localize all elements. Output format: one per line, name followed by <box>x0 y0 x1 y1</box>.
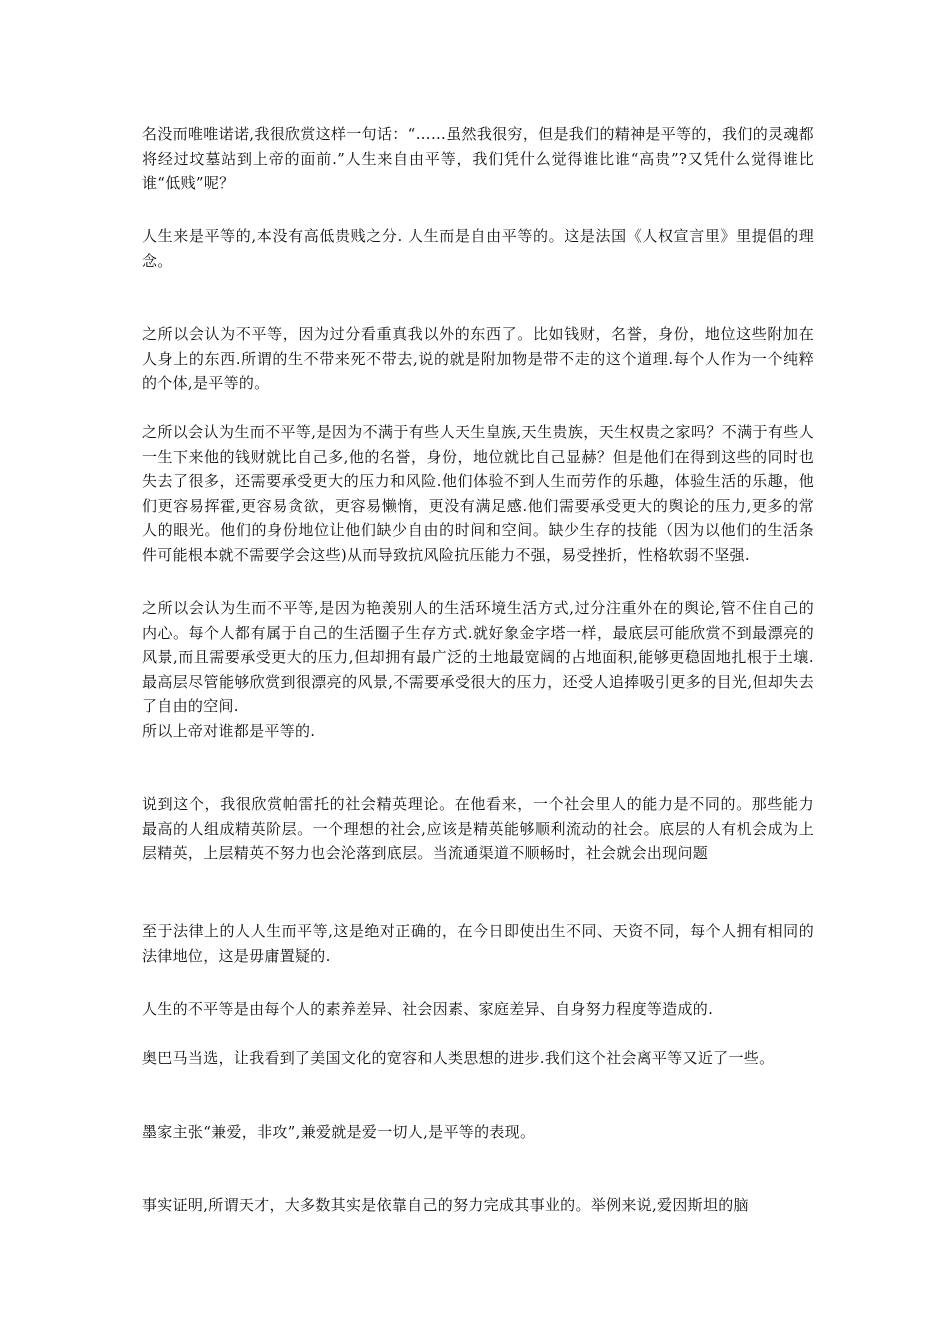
paragraph-3: 之所以会认为不平等，因为过分看重真我以外的东西了。比如钱财，名誉，身份，地位这些附加在人身上的东西.所谓的生不带来死不带去,说的就是附加物是带不走的这个道理.每个人作为一个纯粹的个体,是平等的。 <box>142 325 814 392</box>
paragraph-5: 之所以会认为生而不平等,是因为艳羡别人的生活环境生活方式,过分注重外在的舆论,管不住自己的内心。每个人都有属于自己的生活圈子生存方式.就好象金字塔一样，最底层可能欣赏不到最漂亮的风景,而且需要承受更大的压力,但却拥有最广泛的土地最宽阔的占地面积,能够更稳固地扎根于土壤.最高层尽管能够欣赏到很漂亮的风景,不需要承受很大的压力，还受人追捧吸引更多的目光,但却失去了自由的空间. <box>142 599 814 715</box>
paragraph-1: 名没而唯唯诺诺,我很欣赏这样一句话：“……虽然我很穷，但是我们的精神是平等的，我们的灵魂都将经过坟墓站到上帝的面前.”人生来自由平等，我们凭什么觉得谁比谁“高贵”?又凭什么觉得谁比谁“低贱”呢？ <box>142 125 814 192</box>
paragraph-10: 奥巴马当选，让我看到了美国文化的宽容和人类思想的进步.我们这个社会离平等又近了一些。 <box>142 1049 775 1067</box>
paragraph-12: 事实证明,所谓天才，大多数其实是依靠自己的努力完成其事业的。举例来说,爱因斯坦的脑 <box>142 1196 749 1214</box>
paragraph-2: 人生来是平等的,本没有高低贵贱之分. 人生而是自由平等的。这是法国《人权宣言里》里提倡的理念。 <box>142 227 814 270</box>
document-page <box>142 0 814 1344</box>
paragraph-6: 所以上帝对谁都是平等的. <box>142 722 316 740</box>
paragraph-4: 之所以会认为生而不平等,是因为不满于有些人天生皇族,天生贵族，天生权贵之家吗？不满于有些人一生下来他的钱财就比自己多,他的名誉，身份，地位就比自己显赫？但是他们在得到这些的同时也失去了很多，还需要承受更大的压力和风险.他们体验不到人生而劳作的乐趣，体验生活的乐趣，他们更容易挥霍,更容易贪欲，更容易懒惰，更没有满足感.他们需要承受更大的舆论的压力,更多的常人的眼光。他们的身份地位让他们缺少自由的时间和空间。缺少生存的技能（因为以他们的生活条件可能根本就不需要学会这些)从而导致抗风险抗压能力不强，易受挫折，性格软弱不坚强. <box>142 423 814 564</box>
paragraph-8: 至于法律上的人人生而平等,这是绝对正确的，在今日即使出生不同、天资不同，每个人拥有相同的法律地位，这是毋庸置疑的. <box>142 922 814 965</box>
paragraph-7: 说到这个，我很欣赏帕雷托的社会精英理论。在他看来，一个社会里人的能力是不同的。那些能力最高的人组成精英阶层。一个理想的社会,应该是精英能够顺利流动的社会。底层的人有机会成为上层精英，上层精英不努力也会沦落到底层。当流通渠道不顺畅时，社会就会出现问题 <box>142 795 814 862</box>
paragraph-9: 人生的不平等是由每个人的素养差异、社会因素、家庭差异、自身努力程度等造成的. <box>142 1000 714 1018</box>
paragraph-11: 墨家主张“兼爱，非攻”,兼爱就是爱一切人,是平等的表现。 <box>142 1123 536 1141</box>
